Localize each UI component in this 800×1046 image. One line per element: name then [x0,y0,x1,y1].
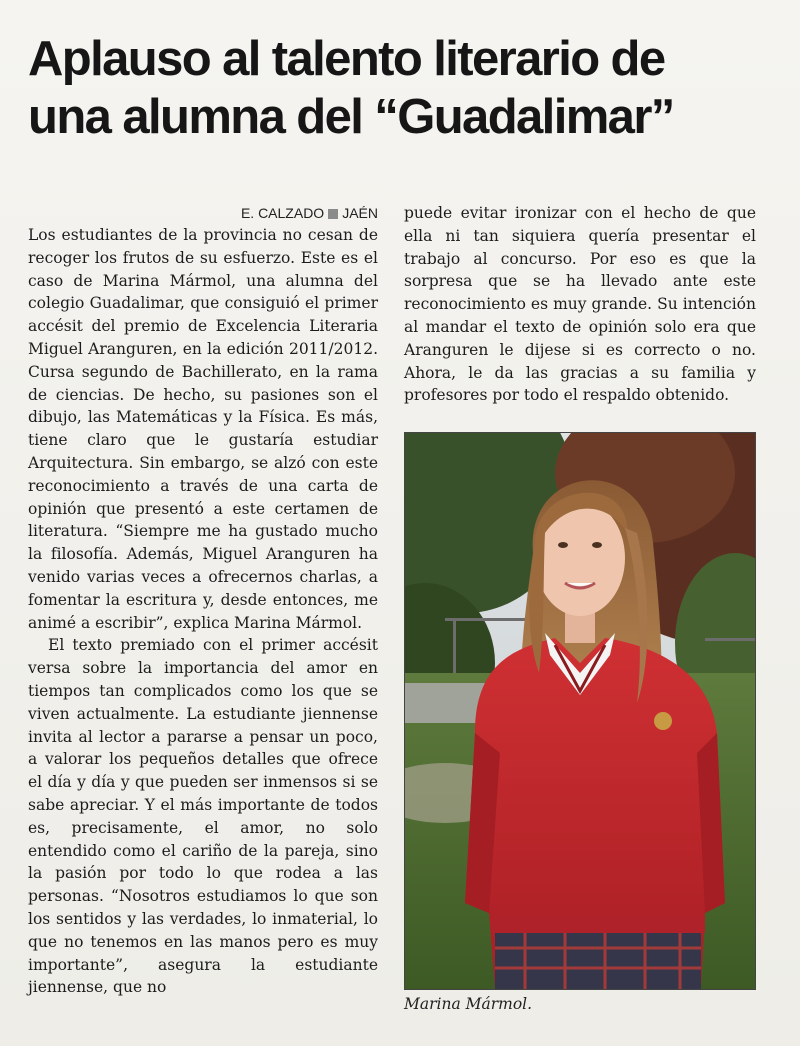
byline [200,204,378,222]
student-photo [404,432,756,990]
headline [28,30,768,146]
byline-author: E. CALZADO [240,205,325,221]
article-column-2 [404,202,756,407]
article-paragraph-2: El texto premiado con el primer accésit versa sobre la importancia del amor en tiempos tan complicados como los que se viven actualmente. La estudiante jiennense invita al lector a pararse a pensar un poco, a valorar los pequeños detalles que ofrece el día y día y que pueden ser inmensos si se sabe apreciar. Y el más importante de todos es, precisamente, el amor, no solo entendido como el cariño de la pareja, sino la pasión por todo lo que rodea a las personas. “Nosotros estudiamos lo que son los sentidos y las verdades, lo inmaterial, lo que no tenemos en las manos pero es muy importante”, asegura la estudiante jiennense, que no [28,636,378,997]
byline-location: JAÉN [342,205,378,221]
portrait-illustration [405,433,755,989]
headline-line-2: una alumna del “Guadalimar” [28,90,674,144]
article-column-1 [28,224,378,999]
article-paragraph-1: Los estudiantes de la provincia no cesan de recoger los frutos de su esfuerzo. Este es el caso de Marina Mármol, una alumna del colegio Guadalimar, que consiguió el primer accésit del premio de Excelencia Literaria Miguel Aranguren, en la edición 2011/2012. Cursa segundo de Bachillerato, en la rama de ciencias. De hecho, su pasiones son el dibujo, las Matemáticas y la Física. Es más, tiene claro que le gustaría estudiar Arquitectura. Sin embargo, se alzó con este reconocimiento a través de una carta de opinión que presentó a este certamen de literatura. “Siempre me ha gustado mucho la filosofía. Además, Miguel Aranguren ha venido varias veces a ofrecernos charlas, a fomentar la escritura y, desde entonces, me animé a escribir”, explica Marina Mármol. [28,226,378,632]
headline-line-1: Aplauso al talento literario de [28,32,665,86]
separator-square-icon [328,209,338,219]
photo-caption: Marina Mármol. [404,995,533,1013]
article-paragraph-3: puede evitar ironizar con el hecho de que ella ni tan siquiera quería presentar el trabajo al concurso. Por eso es que la sorpresa que se ha llevado ante este reconocimiento es muy grande. Su intención al mandar el texto de opinión solo era que Aranguren le dijese si es correcto o no. Ahora, le da las gracias a su familia y profesores por todo el respaldo obtenido. [404,204,756,405]
